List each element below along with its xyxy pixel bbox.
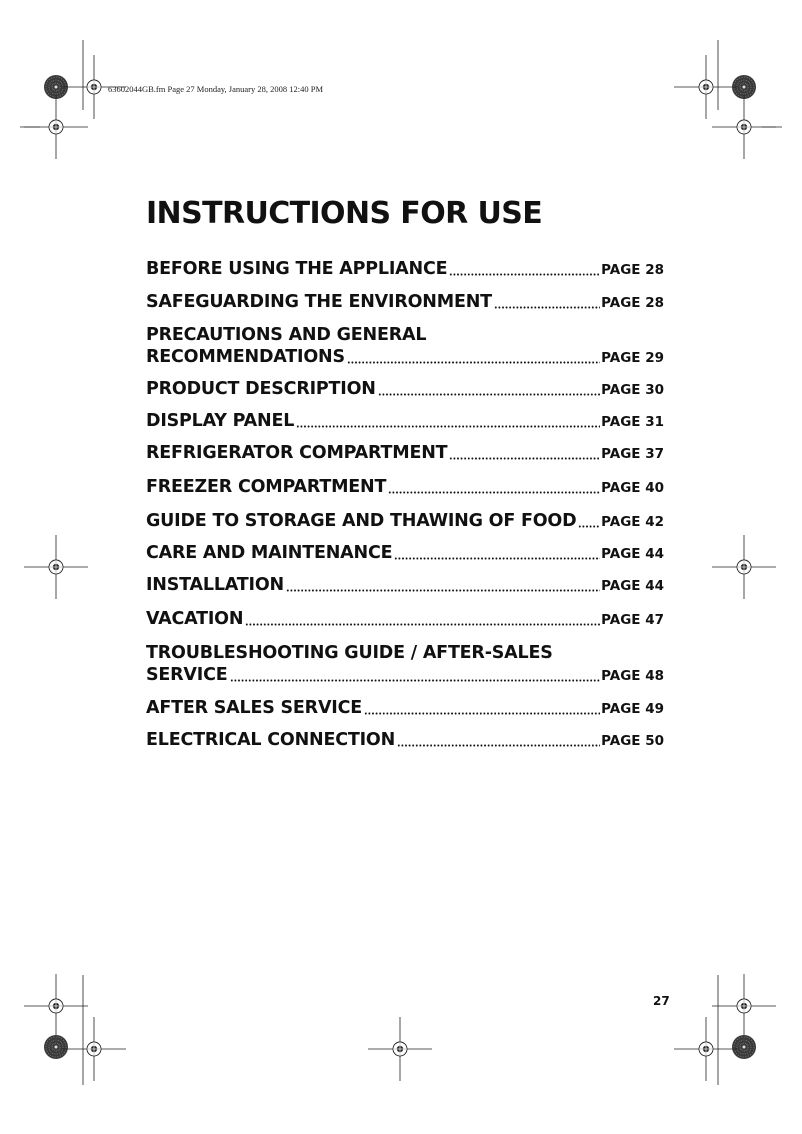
registration-mark-bottom-right <box>674 1017 738 1081</box>
registration-mark-top-right <box>674 55 738 119</box>
registration-mark-mid-right <box>712 535 776 599</box>
toc-entry-label-line2: RECOMMENDATIONS <box>146 347 345 367</box>
toc-entry-label: GUIDE TO STORAGE AND THAWING OF FOOD <box>146 511 577 531</box>
toc-leader-dots <box>397 744 600 747</box>
toc-entry-label: SAFEGUARDING THE ENVIRONMENT <box>146 292 492 312</box>
toc-page-ref: PAGE 28 <box>601 295 664 311</box>
toc-leader-dots <box>578 525 600 528</box>
toc-leader-dots <box>296 425 600 428</box>
toc-entry-storage-guide[interactable] <box>146 511 664 533</box>
toc-page-ref: PAGE 44 <box>601 546 664 562</box>
toc-entry-refrigerator[interactable] <box>146 443 664 465</box>
toc-page-ref: PAGE 49 <box>601 701 664 717</box>
toc-leader-dots <box>347 361 600 364</box>
toc-entry-label: FREEZER COMPARTMENT <box>146 477 387 497</box>
registration-mark-bottom-left <box>62 1017 126 1081</box>
toc-page-ref: PAGE 28 <box>601 262 664 278</box>
toc-entry-vacation[interactable] <box>146 609 664 631</box>
registration-mark-lower-left <box>24 974 88 1038</box>
toc-entry-label: INSTALLATION <box>146 575 284 595</box>
toc-page-ref: PAGE 30 <box>601 382 664 398</box>
registration-mark-mid-left <box>24 535 88 599</box>
toc-entry-product-description[interactable] <box>146 379 664 401</box>
toc-entry-label-line2: SERVICE <box>146 665 228 685</box>
toc-entry-label-line1: TROUBLESHOOTING GUIDE / AFTER-SALES <box>146 643 553 663</box>
toc-page-ref: PAGE 29 <box>601 350 664 366</box>
page-number: 27 <box>653 994 670 1008</box>
registration-mark-bottom-center <box>368 1017 432 1081</box>
toc-entry-label: DISPLAY PANEL <box>146 411 295 431</box>
toc-entry-label-line1: PRECAUTIONS AND GENERAL <box>146 325 427 345</box>
toc-entry-display-panel[interactable] <box>146 411 664 433</box>
toc-leader-dots <box>394 557 600 560</box>
toc-entry-after-sales[interactable] <box>146 698 664 720</box>
toc-entry-before-using[interactable] <box>146 259 664 281</box>
toc-leader-dots <box>494 306 600 309</box>
toc-page-ref: PAGE 40 <box>601 480 664 496</box>
toc-leader-dots <box>245 623 600 626</box>
toc-entry-label: PRODUCT DESCRIPTION <box>146 379 376 399</box>
toc-entry-label: VACATION <box>146 609 244 629</box>
toc-entry-environment[interactable] <box>146 292 664 314</box>
toc-entry-freezer[interactable] <box>146 477 664 499</box>
toc-entry-troubleshooting[interactable] <box>146 643 664 687</box>
toc-leader-dots <box>449 273 600 276</box>
toc-page-ref: PAGE 37 <box>601 446 664 462</box>
toc-leader-dots <box>388 491 600 494</box>
toc-entry-installation[interactable] <box>146 575 664 597</box>
toc-entry-precautions[interactable] <box>146 325 664 369</box>
toc-leader-dots <box>378 393 600 396</box>
toc-entry-label: ELECTRICAL CONNECTION <box>146 730 396 750</box>
toc-entry-label: CARE AND MAINTENANCE <box>146 543 393 563</box>
toc-entry-label: AFTER SALES SERVICE <box>146 698 362 718</box>
toc-page-ref: PAGE 47 <box>601 612 664 628</box>
toc-leader-dots <box>364 712 600 715</box>
toc-page-ref: PAGE 42 <box>601 514 664 530</box>
toc-page-ref: PAGE 48 <box>601 668 664 684</box>
toc-leader-dots <box>449 457 600 460</box>
registration-mark-upper-right <box>712 95 776 159</box>
page-title: INSTRUCTIONS FOR USE <box>146 196 543 231</box>
toc-entry-label: BEFORE USING THE APPLIANCE <box>146 259 448 279</box>
toc-entry-care[interactable] <box>146 543 664 565</box>
registration-mark-lower-right <box>712 974 776 1038</box>
toc-leader-dots <box>286 589 600 592</box>
color-star-mark-bottom-left <box>44 1035 68 1059</box>
toc-entry-electrical[interactable] <box>146 730 664 752</box>
toc-page-ref: PAGE 31 <box>601 414 664 430</box>
color-star-mark-bottom-right <box>732 1035 756 1059</box>
toc-leader-dots <box>230 679 601 682</box>
toc-entry-label: REFRIGERATOR COMPARTMENT <box>146 443 448 463</box>
toc-page-ref: PAGE 44 <box>601 578 664 594</box>
registration-mark-upper-left <box>24 95 88 159</box>
file-info-header: 63602044GB.fm Page 27 Monday, January 28, 2008 12:40 PM <box>108 84 324 94</box>
toc-page-ref: PAGE 50 <box>601 733 664 749</box>
